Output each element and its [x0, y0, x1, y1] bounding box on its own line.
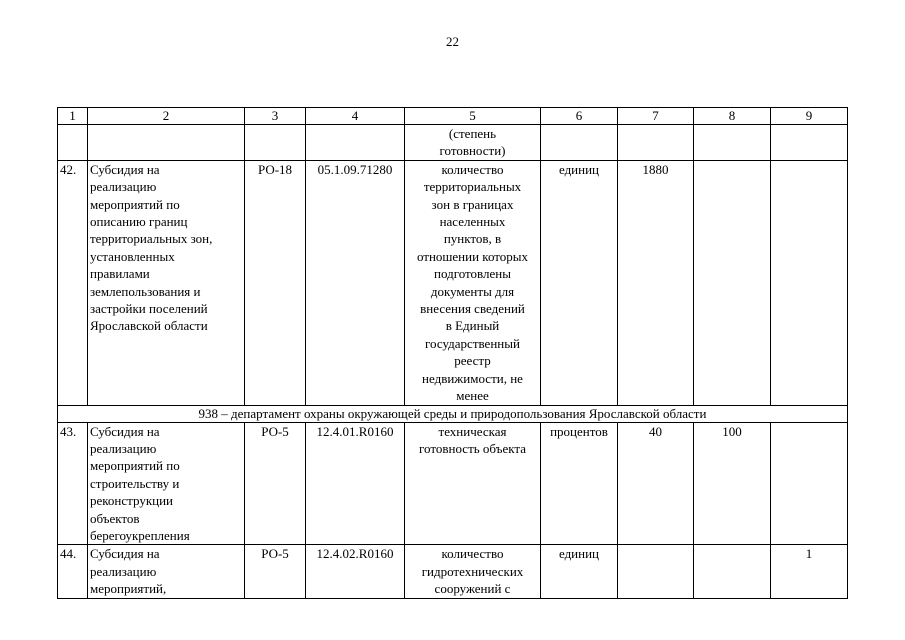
value-cell-7: 1880	[618, 160, 694, 405]
header-cell-6: 6	[541, 108, 618, 125]
kbk-cell: 12.4.02.R0160	[306, 545, 405, 598]
continuation-row	[58, 125, 848, 161]
header-cell-7: 7	[618, 108, 694, 125]
table-row	[58, 160, 848, 405]
value-cell-8	[694, 160, 771, 405]
unit-cell: процентов	[541, 422, 618, 545]
cell-empty	[541, 125, 618, 161]
value-cell-8	[694, 545, 771, 598]
code-cell: РО-18	[245, 160, 306, 405]
row-number-cell: 42.	[58, 160, 88, 405]
value-cell-9	[771, 160, 848, 405]
header-row	[58, 108, 848, 125]
value-cell-9	[771, 422, 848, 545]
section-title: 938 – департамент охраны окружающей среды и природопользования Ярославской области	[58, 405, 848, 422]
page-number: 22	[446, 34, 459, 49]
indicator-cell: количество гидротехнических сооружений с	[405, 545, 541, 598]
code-cell: РО-5	[245, 422, 306, 545]
indicator-cell: техническая готовность объекта	[405, 422, 541, 545]
header-cell-3: 3	[245, 108, 306, 125]
value-cell-7	[618, 545, 694, 598]
cell-empty	[58, 125, 88, 161]
cell-empty	[771, 125, 848, 161]
unit-cell: единиц	[541, 545, 618, 598]
header-cell-5: 5	[405, 108, 541, 125]
kbk-cell: 12.4.01.R0160	[306, 422, 405, 545]
indicators-table	[57, 107, 848, 599]
subsidy-name-cell: Субсидия на реализацию мероприятий,	[88, 545, 245, 598]
cell-empty	[618, 125, 694, 161]
table-row	[58, 545, 848, 598]
header-cell-2: 2	[88, 108, 245, 125]
code-cell: РО-5	[245, 545, 306, 598]
cell-empty	[245, 125, 306, 161]
section-row	[58, 405, 848, 422]
row-number-cell: 43.	[58, 422, 88, 545]
subsidy-name-cell: Субсидия на реализацию мероприятий по описанию границ территориальных зон, установленных правилами землепользования и застройки поселений Ярославской области	[88, 160, 245, 405]
indicator-cell: количество территориальных зон в границах населенных пунктов, в отношении которых подготовлены документы для внесения сведений в Единый государственный реестр недвижимости, не менее	[405, 160, 541, 405]
value-cell-8: 100	[694, 422, 771, 545]
cell-empty	[694, 125, 771, 161]
table-row	[58, 422, 848, 545]
header-cell-4: 4	[306, 108, 405, 125]
header-cell-8: 8	[694, 108, 771, 125]
cell-empty	[88, 125, 245, 161]
header-cell-1: 1	[58, 108, 88, 125]
cell-empty	[306, 125, 405, 161]
header-cell-9: 9	[771, 108, 848, 125]
kbk-cell: 05.1.09.71280	[306, 160, 405, 405]
value-cell-7: 40	[618, 422, 694, 545]
value-cell-9: 1	[771, 545, 848, 598]
subsidy-name-cell: Субсидия на реализацию мероприятий по строительству и реконструкции объектов берегоукрепления	[88, 422, 245, 545]
indicator-cell: (степень готовности)	[405, 125, 541, 161]
unit-cell: единиц	[541, 160, 618, 405]
row-number-cell: 44.	[58, 545, 88, 598]
